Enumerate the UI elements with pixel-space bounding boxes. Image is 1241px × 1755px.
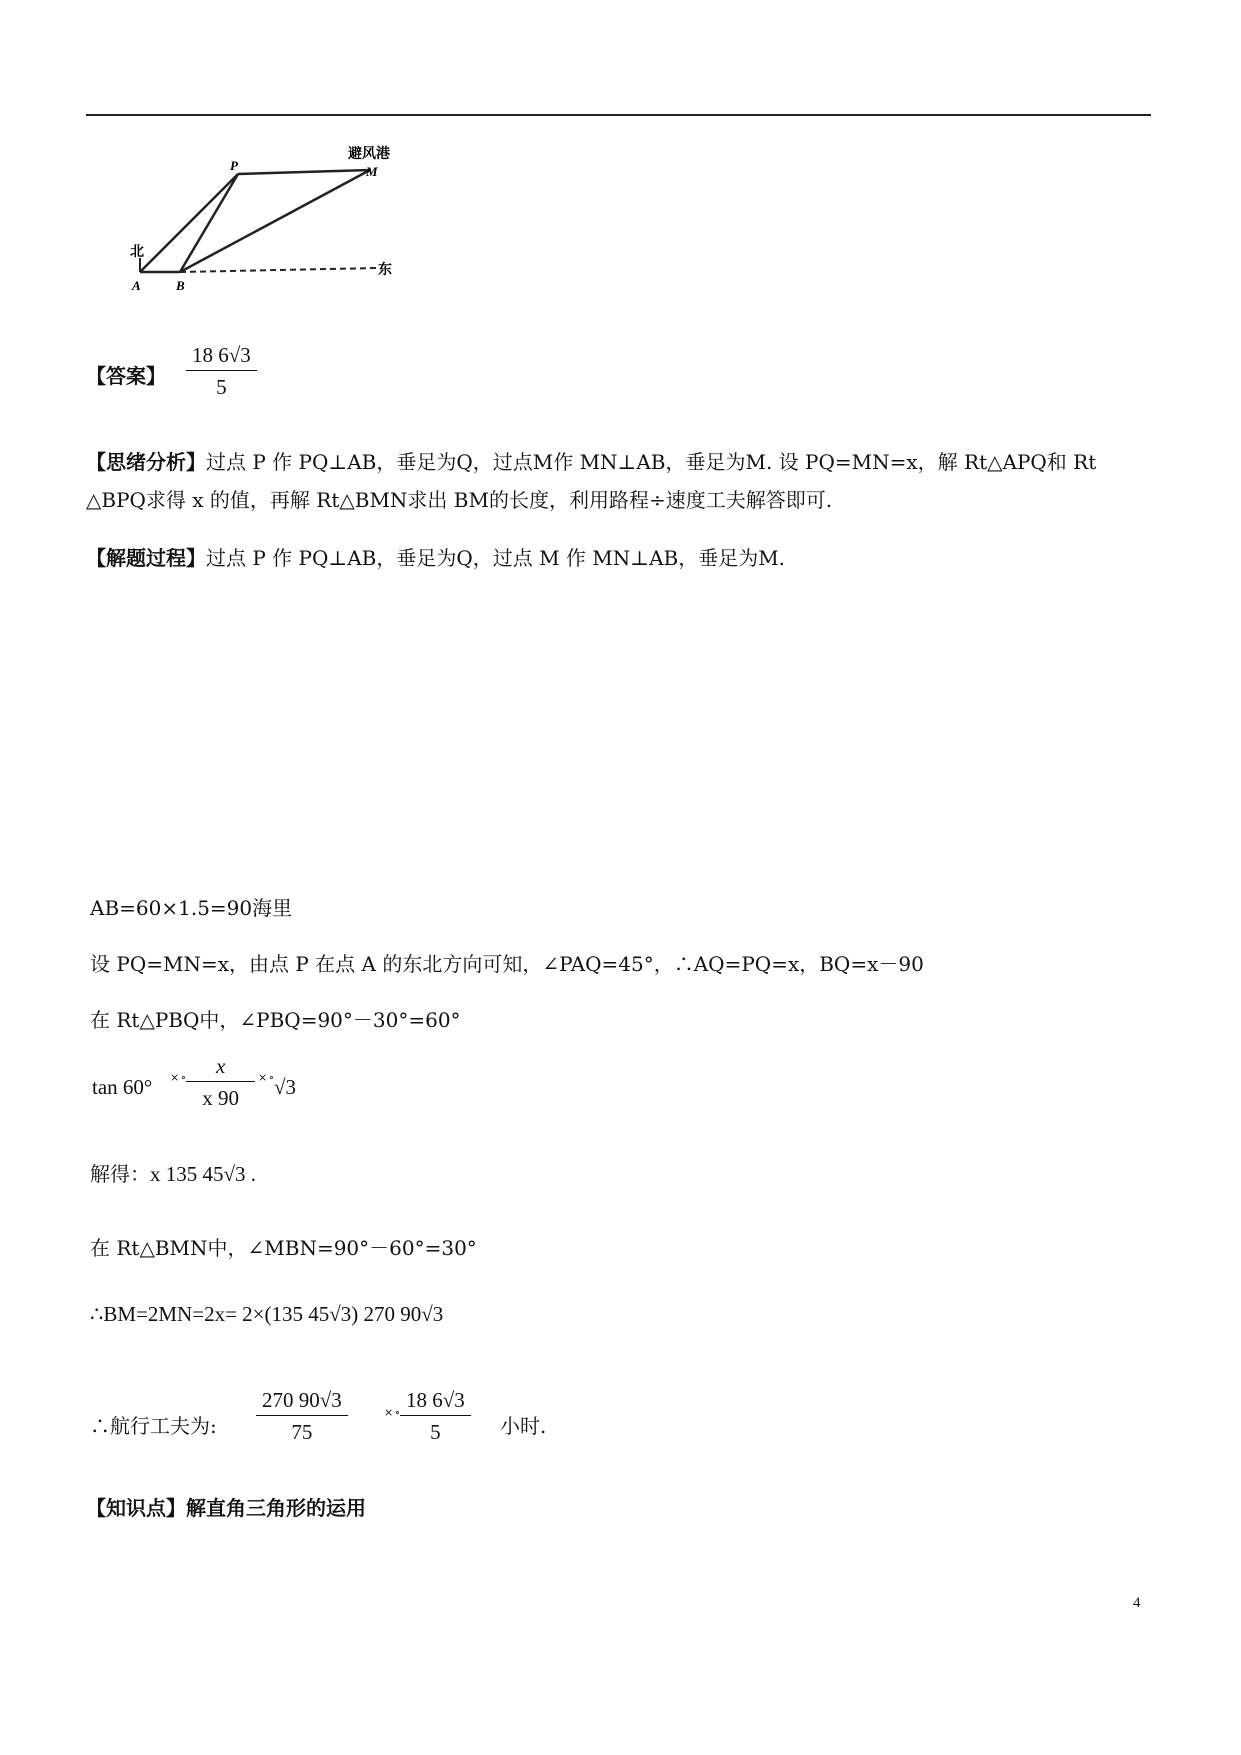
tan-denominator: x 90 [202,1086,240,1110]
analysis-line-2: △BPQ求得 x 的值，再解 Rt△BMN求出 BM的长度，利用路程÷速度工夫解答即可. [86,488,833,512]
label-b: B [176,278,185,293]
equals-mark-3: × ∘ [384,1406,400,1419]
geometry-figure [120,140,410,300]
solve-prefix: 解得： [90,1162,150,1186]
equals-mark-1: × ∘ [170,1071,186,1084]
segment-bm [180,170,370,272]
analysis-tag: 【思绪分析】 [86,450,206,474]
tan-left: tan 60° [92,1075,153,1099]
time-numerator-1: 270 90√3 [256,1388,348,1416]
label-east: 东 [378,262,392,278]
time-suffix: 小时. [500,1414,547,1438]
answer-denominator: 5 [216,375,227,399]
time-denominator-2: 5 [430,1420,441,1444]
header-rule [86,114,1151,116]
analysis-line-1 [86,446,1096,475]
label-a: A [132,278,141,293]
time-denominator-1: 75 [291,1420,313,1444]
rt-bmn-line: 在 Rt△BMN中，∠MBN=90°－60°=30° [90,1236,477,1260]
time-fraction-1 [256,1388,348,1445]
tan-numerator: x [186,1054,255,1082]
knowledge-line [86,1492,366,1521]
answer-tag: 【答案】 [86,364,166,388]
segment-pm [238,170,370,174]
solve-expression: x 135 45√3 . [150,1162,257,1186]
answer-fraction [186,343,257,400]
label-p: P [230,158,238,173]
page-number: 4 [1133,1595,1141,1611]
bm-line: ∴BM=2MN=2x= 2×(135 45√3) 270 90√3 [90,1302,444,1326]
tan-right: √3 [274,1075,297,1099]
ab-distance-line: AB=60×1.5=90海里 [90,896,293,920]
process-tag: 【解题过程】 [86,546,206,570]
process-intro: 过点 P 作 PQ⊥AB，垂足为Q，过点 M 作 MN⊥AB，垂足为M. [206,546,786,570]
knowledge-tag: 【知识点】 [86,1496,186,1520]
time-numerator-2: 18 6√3 [400,1388,471,1416]
east-dashed-line [180,268,378,272]
label-m: M [366,164,378,179]
label-harbor: 避风港 [348,146,390,162]
label-north: 北 [130,244,144,260]
analysis-text-1: 过点 P 作 PQ⊥AB，垂足为Q，过点M作 MN⊥AB，垂足为M. 设 PQ=MN=x，解 Rt△APQ和 Rt [206,450,1097,474]
tan-fraction [186,1054,255,1111]
time-prefix: ∴航行工夫为: [90,1414,217,1438]
solve-line [90,1158,256,1187]
knowledge-text: 解直角三角形的运用 [186,1496,366,1520]
time-fraction-2 [400,1388,471,1445]
set-variable-line: 设 PQ=MN=x，由点 P 在点 A 的东北方向可知，∠PAQ=45°，∴AQ=PQ=x，BQ=x－90 [90,952,924,976]
rt-pbq-line: 在 Rt△PBQ中，∠PBQ=90°－30°=60° [90,1008,461,1032]
equals-mark-2: × ∘ [258,1071,274,1084]
answer-numerator: 18 6√3 [186,343,257,371]
process-line-1 [86,542,785,571]
